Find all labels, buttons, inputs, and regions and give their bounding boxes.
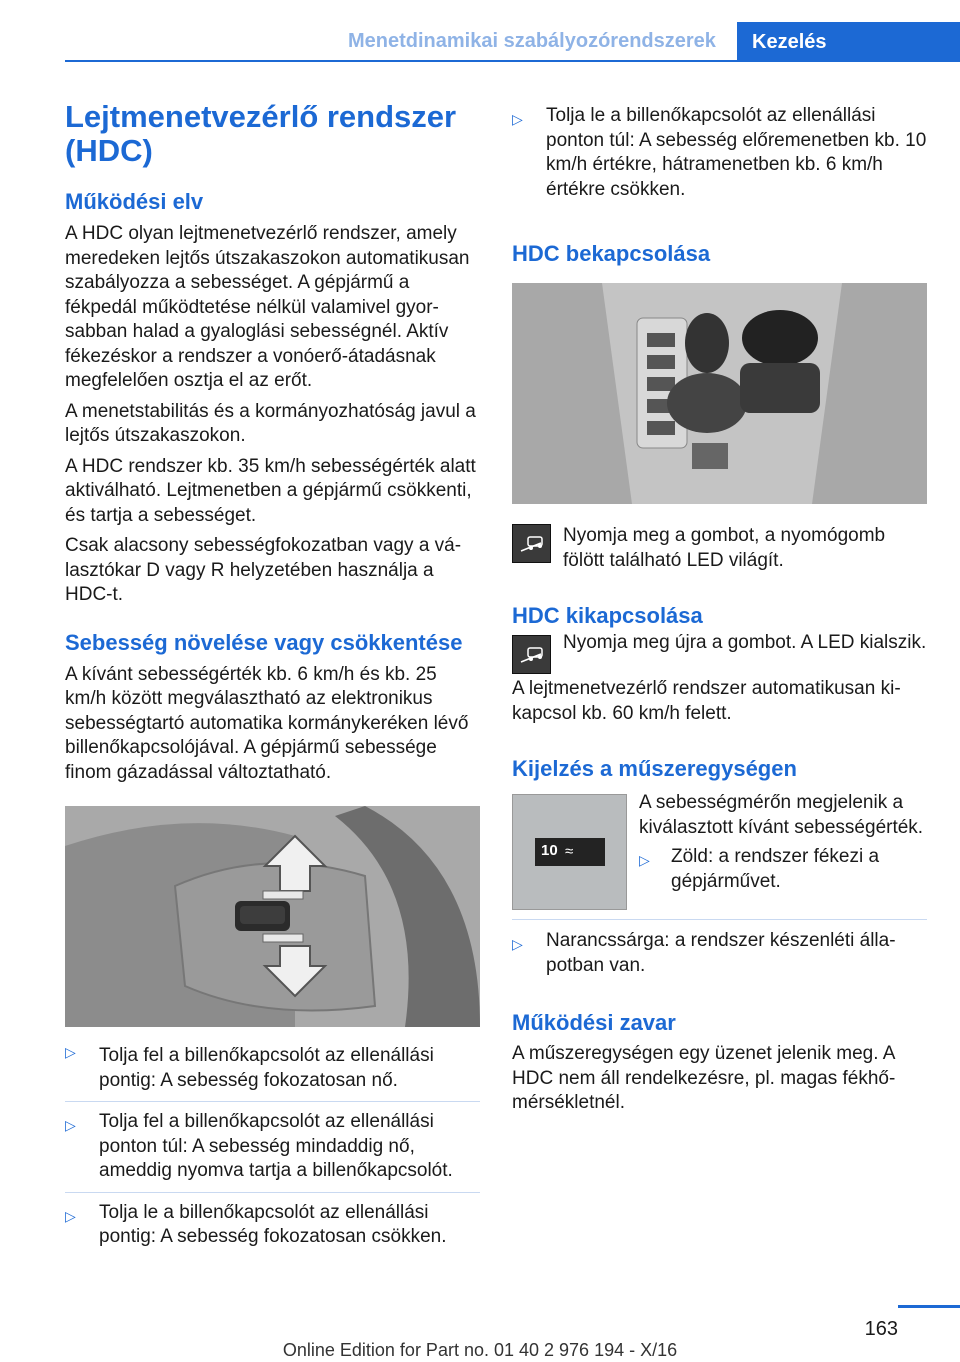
paragraph: A menetstabilitás és a kormányozhatóság javul a lejtős útszakaszokon. bbox=[65, 400, 476, 446]
hdc-on-instruction bbox=[512, 524, 927, 573]
triangle-right-icon: ▷ bbox=[512, 936, 523, 952]
triangle-right-icon: ▷ bbox=[65, 1117, 76, 1133]
bullet-list bbox=[65, 1037, 480, 1258]
list-item-text: Tolja fel a billenőkapcsolót az ellenállási pontig: A sebesség fokozatosan nő. bbox=[99, 1045, 434, 1091]
triangle-right-icon: ▷ bbox=[639, 852, 650, 868]
hdc-button-icon bbox=[512, 635, 551, 674]
online-edition: Online Edition for Part no. 01 40 2 976 194 - X/16 bbox=[282, 1340, 678, 1360]
section-heading-on: HDC bekapcsolása bbox=[512, 241, 711, 266]
instrument-cluster-panel bbox=[512, 794, 627, 910]
footer-rule bbox=[898, 1305, 960, 1308]
page-title: Lejtmenetvezérlő rendszer (HDC) bbox=[65, 99, 457, 168]
section-heading-off: HDC kikapcsolása bbox=[512, 603, 703, 628]
paragraph: Nyomja meg újra a gombot. A LED kialszik. bbox=[563, 632, 927, 653]
paragraph: A sebességmérőn megjelenik a kiválasztott kívánt sebességérték. bbox=[639, 792, 924, 838]
steering-rocker-switch-image bbox=[65, 806, 480, 1027]
list-item bbox=[512, 100, 927, 210]
left-column bbox=[65, 100, 480, 1258]
list-item-text: Zöld: a rendszer fékezi a gépjárművet. bbox=[671, 846, 880, 892]
page-number: 163 bbox=[864, 1318, 898, 1340]
triangle-right-icon: ▷ bbox=[65, 1207, 76, 1224]
section-heading-principle: Működési elv bbox=[65, 189, 204, 214]
display-window bbox=[535, 838, 605, 866]
list-item-text: Tolja le a billenőkapcsolót az ellenállási ponton túl: A sebesség előremenetben kb. 10 km/h értékre, hátramenetben kb. 6 km/h értékre csökken. bbox=[546, 105, 927, 200]
header-rule bbox=[65, 60, 960, 62]
speed-value: 10 bbox=[541, 842, 558, 859]
list-item-text: Tolja le a billenőkapcsolót az ellenállási pontig: A sebesség fokozatosan csökken. bbox=[99, 1201, 447, 1247]
triangle-right-icon: ▷ bbox=[65, 1044, 76, 1060]
section-heading-fault: Működési zavar bbox=[512, 1010, 676, 1035]
list-item bbox=[65, 1101, 480, 1192]
paragraph: Csak alacsony sebességfokozatban vagy a választókar D vagy R helyzetében használja a HDC-t. bbox=[65, 535, 462, 605]
paragraph: A lejtmenetvezérlő rendszer automatikusan kikapcsol kb. 60 km/h felett. bbox=[512, 678, 901, 724]
hdc-button-icon bbox=[512, 524, 551, 563]
triangle-right-icon: ▷ bbox=[512, 111, 523, 127]
header-tab: Kezelés bbox=[737, 22, 960, 62]
list-item bbox=[65, 1192, 480, 1258]
center-console-photo bbox=[512, 283, 927, 504]
right-column bbox=[512, 100, 927, 1116]
list-item bbox=[512, 919, 927, 986]
paragraph: Nyomja meg a gombot, a nyomógomb fölött található LED világít. bbox=[563, 525, 886, 571]
paragraph: A kívánt sebességérték kb. 6 km/h és kb. 25 km/h között megválasztható az elektronikus sebességtartó automatika kormánykeréken lévő billenőkapcsolójával. A gépjármű sebessége finom gázadással változtatható. bbox=[65, 663, 469, 783]
list-item bbox=[639, 845, 927, 894]
paragraph: A HDC olyan lejtmenetvezérlő rendszer, amely meredeken lejtős útszakaszokon automatikusan szabályozza a sebességet. A gépjármű a fékpedál működtetése nélkül valamivel gyorsabban halad a gyaloglási sebességnél. Aktív fékezéskor a rendszer a vonóerő-átadásnak megfelelően osztja el az erőt. bbox=[65, 223, 470, 391]
display-section bbox=[512, 791, 927, 909]
hdc-display-icon: ≈ bbox=[565, 843, 574, 860]
section-heading-speed: Sebesség növelése vagy csökkentése bbox=[65, 629, 463, 655]
section-heading-display: Kijelzés a műszeregységen bbox=[512, 756, 797, 781]
steering-rocker-switch-photo bbox=[65, 806, 480, 1027]
list-item-text: Tolja fel a billenőkapcsolót az ellenállási ponton túl: A sebesség mindaddig nő, ameddig nyomva tartja a billenőkapcsolót. bbox=[99, 1111, 453, 1181]
list-item-text: Narancssárga: a rendszer készenléti állapotban van. bbox=[546, 930, 896, 976]
hdc-off-instruction bbox=[512, 631, 927, 671]
paragraph: A műszeregységen egy üzenet jelenik meg. A HDC nem áll rendelkezésre, pl. magas fékhőmérsékletnél. bbox=[512, 1043, 896, 1113]
center-console-image bbox=[512, 283, 927, 504]
header-section-title: Menetdinamikai szabályozórendszerek bbox=[348, 30, 716, 52]
paragraph: A HDC rendszer kb. 35 km/h sebességérték alatt aktiválható. Lejtmenetben a gépjármű csökkenti, és tartja a sebességet. bbox=[65, 455, 476, 526]
list-item bbox=[65, 1037, 480, 1101]
